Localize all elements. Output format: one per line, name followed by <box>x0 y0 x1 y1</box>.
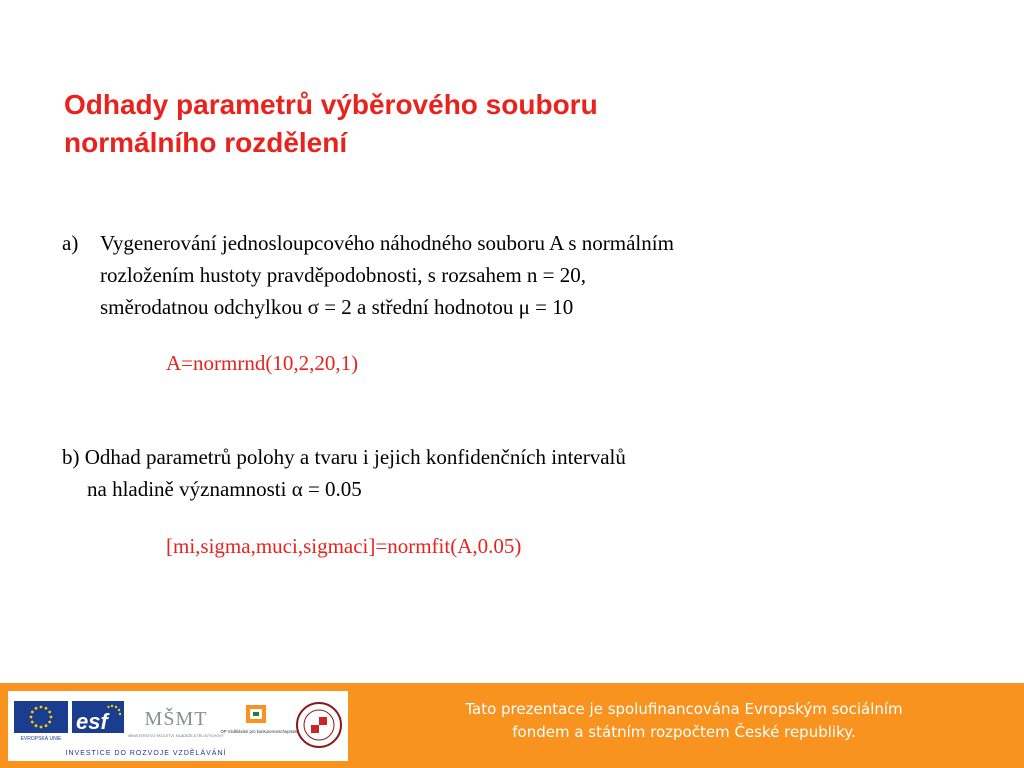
svg-text:MŠMT: MŠMT <box>144 708 208 730</box>
cofinancing-line-1: Tato prezentace je spolufinancována Evropským sociálním <box>465 700 903 718</box>
slide-title-line-2: normálního rozdělení <box>64 127 348 158</box>
slide-title-line-1: Odhady parametrů výběrového souboru <box>64 89 598 120</box>
eu-flag-logo <box>14 701 68 741</box>
section-a-line-3: směrodatnou odchylkou σ = 2 a střední hodnotou μ = 10 <box>100 295 574 319</box>
op-vzdelavani-logo <box>220 703 298 743</box>
code-normrnd: A=normrnd(10,2,20,1) <box>166 351 359 375</box>
section-b-line-1: b) Odhad parametrů polohy a tvaru i jejich konfidenčních intervalů <box>62 445 626 469</box>
cofinancing-line-2: fondem a státním rozpočtem České republiky. <box>512 723 856 741</box>
code-normfit: [mi,sigma,muci,sigmaci]=normfit(A,0.05) <box>166 534 522 558</box>
university-seal-logo <box>294 697 344 753</box>
section-a-marker: a) <box>62 231 79 255</box>
section-a <box>62 227 674 323</box>
section-a-line-2: rozložením hustoty pravděpodobnosti, s rozsahem n = 20, <box>100 263 587 287</box>
svg-text:EVROPSKÁ UNIE: EVROPSKÁ UNIE <box>20 736 62 742</box>
footer-bar <box>0 683 1024 768</box>
section-b <box>62 441 626 505</box>
slide-title <box>64 86 598 162</box>
cofinancing-text <box>394 698 974 744</box>
svg-text:OP Vzdělávání pro konkurencesc: OP Vzdělávání pro konkurenceschopnost <box>220 729 298 734</box>
section-a-line-1: Vygenerování jednosloupcového náhodného souboru A s normálním <box>100 231 674 255</box>
svg-text:esf: esf <box>76 709 108 734</box>
svg-text:MINISTERSTVO ŠKOLSTVÍ, MLÁDEŽE: MINISTERSTVO ŠKOLSTVÍ, MLÁDEŽE A TĚLOVÝCHOVY <box>128 734 224 738</box>
esf-logo <box>72 701 124 741</box>
msmt-logo <box>128 699 224 745</box>
logo-strip <box>8 691 348 761</box>
section-b-line-2: na hladině významnosti α = 0.05 <box>87 477 362 501</box>
tagline-text: INVESTICE DO ROZVOJE VZDĚLÁVÁNÍ <box>65 750 227 757</box>
